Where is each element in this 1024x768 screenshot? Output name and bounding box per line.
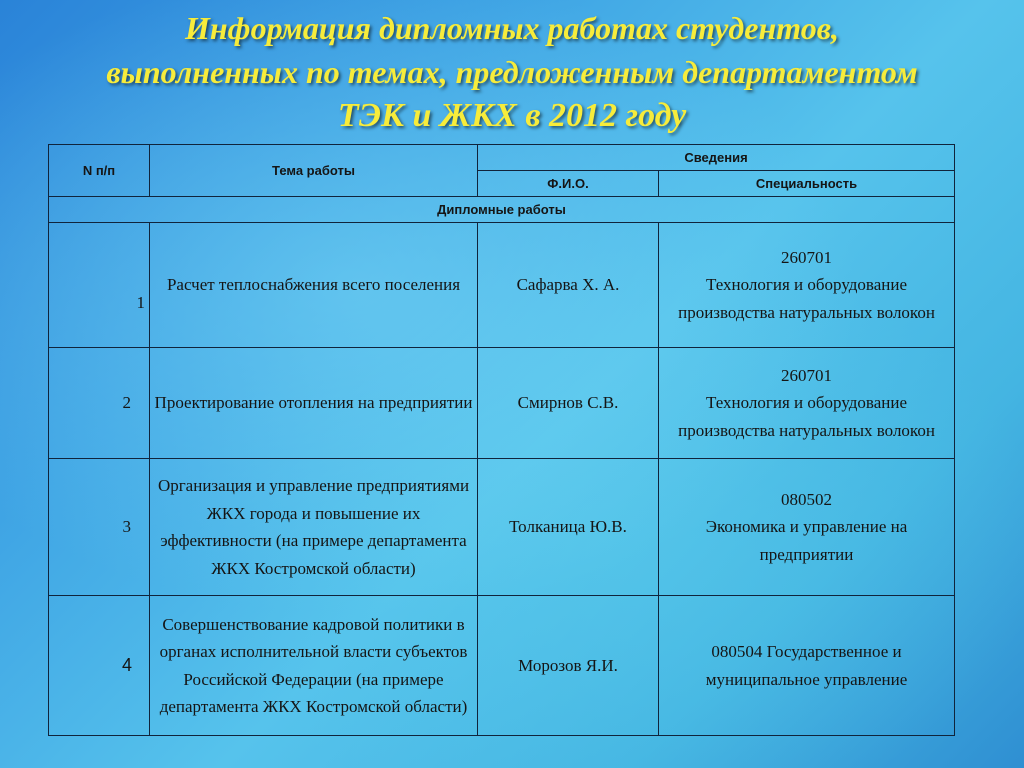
row-specialty [659, 223, 955, 348]
row-specialty [659, 459, 955, 596]
slide-title [0, 6, 1024, 138]
row-topic: Проектирование отопления на предприятии [150, 348, 478, 459]
diploma-works-table [48, 144, 955, 736]
table-row [49, 596, 955, 736]
specialty-name: Технология и оборудование производства натуральных волокон [678, 393, 935, 440]
section-label: Дипломные работы [49, 197, 955, 223]
row-topic: Организация и управление предприятиями ЖКХ города и повышение их эффективности (на примере департамента ЖКХ Костромской области) [150, 459, 478, 596]
table-row [49, 459, 955, 596]
specialty-code: 260701 [781, 247, 832, 267]
row-specialty [659, 348, 955, 459]
row-topic: Совершенствование кадровой политики в органах исполнительной власти субъектов Российской Федерации (на примере департамента ЖКХ Костромской области) [150, 596, 478, 736]
row-specialty [659, 596, 955, 736]
header-topic: Тема работы [150, 145, 478, 197]
row-number: 3 [49, 459, 150, 596]
row-number: 2 [49, 348, 150, 459]
row-fio: Смирнов С.В. [478, 348, 659, 459]
specialty-name: Экономика и управление на предприятии [705, 517, 908, 564]
specialty-name: Технология и оборудование производства натуральных волокон [678, 275, 935, 322]
header-num: N п/п [49, 145, 150, 197]
title-line-2: выполненных по темах, предложенным департаментом [106, 54, 918, 90]
row-fio: Морозов Я.И. [478, 596, 659, 736]
row-fio: Толканица Ю.В. [478, 459, 659, 596]
specialty-name: 080504 Государственное и муниципальное управление [705, 642, 908, 689]
header-info: Сведения [478, 145, 955, 171]
header-specialty: Специальность [659, 171, 955, 197]
row-number: 1 [49, 223, 150, 348]
specialty-code: 260701 [781, 365, 832, 385]
title-line-1: Информация дипломных работах студентов, [185, 10, 839, 46]
row-topic: Расчет теплоснабжения всего поселения [150, 223, 478, 348]
row-fio: Сафарва Х. А. [478, 223, 659, 348]
specialty-code: 080502 [781, 489, 832, 509]
row-number: 4 [49, 596, 150, 736]
header-fio: Ф.И.О. [478, 171, 659, 197]
title-line-3: ТЭК и ЖКХ в 2012 году [337, 97, 687, 134]
table-row [49, 348, 955, 459]
table-row [49, 223, 955, 348]
